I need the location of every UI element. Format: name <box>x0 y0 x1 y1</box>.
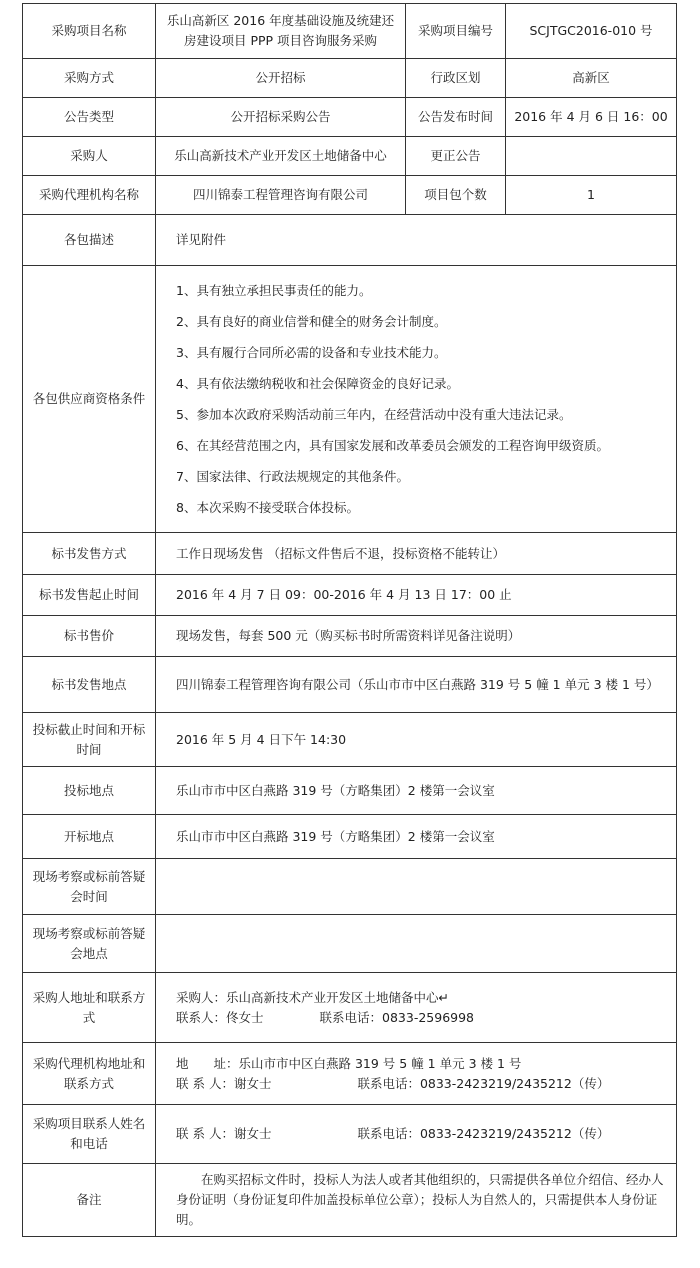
row-description <box>23 215 677 266</box>
row-notice-type <box>23 98 677 137</box>
sale-place-label: 标书发售地点 <box>23 657 156 713</box>
region-value: 高新区 <box>506 59 677 98</box>
qualification-item: 4、具有依法缴纳税收和社会保障资金的良好记录。 <box>176 376 459 391</box>
row-agency-contact <box>23 1043 677 1105</box>
row-survey-time <box>23 859 677 915</box>
qualification-item: 6、在其经营范围之内，具有国家发展和改革委员会颁发的工程咨询甲级资质。 <box>176 438 609 453</box>
purchaser-contact-person: 联系人：佟女士 <box>176 1009 264 1025</box>
agency-value: 四川锦泰工程管理咨询有限公司 <box>156 176 406 215</box>
purchaser-value: 乐山高新技术产业开发区土地储备中心 <box>156 137 406 176</box>
correction-label: 更正公告 <box>406 137 506 176</box>
purchaser-label: 采购人 <box>23 137 156 176</box>
qualification-item: 5、参加本次政府采购活动前三年内，在经营活动中没有重大违法记录。 <box>176 407 572 422</box>
row-sale-place <box>23 657 677 713</box>
row-project-name <box>23 4 677 59</box>
project-no-label: 采购项目编号 <box>406 4 506 59</box>
purchaser-contact-line1: 采购人：乐山高新技术产业开发区土地储备中心↵ <box>176 989 449 1005</box>
qualification-item: 3、具有履行合同所必需的设备和专业技术能力。 <box>176 345 447 360</box>
project-person: 联 系 人：谢女士 <box>176 1126 272 1141</box>
correction-value <box>506 137 677 176</box>
row-agency <box>23 176 677 215</box>
qual-label: 各包供应商资格条件 <box>23 266 156 533</box>
qualification-item: 2、具有良好的商业信誉和健全的财务会计制度。 <box>176 314 447 329</box>
desc-label: 各包描述 <box>23 215 156 266</box>
row-deadline <box>23 713 677 767</box>
remark-label: 备注 <box>23 1164 156 1237</box>
row-purchaser-contact <box>23 973 677 1043</box>
row-survey-place <box>23 915 677 973</box>
packages-value: 1 <box>506 176 677 215</box>
sale-method-label: 标书发售方式 <box>23 533 156 575</box>
price-label: 标书售价 <box>23 616 156 657</box>
price-value: 现场发售，每套 500 元（购买标书时所需资料详见备注说明） <box>156 616 677 657</box>
purchaser-contact-line2 <box>176 1008 670 1028</box>
agency-phone: 联系电话：0833-2423219/2435212（传） <box>357 1075 610 1091</box>
survey-time-label: 现场考察或标前答疑会时间 <box>23 859 156 915</box>
region-label: 行政区划 <box>406 59 506 98</box>
sale-period-value: 2016 年 4 月 7 日 09：00-2016 年 4 月 13 日 17：00 止 <box>156 575 677 616</box>
agency-contact-label: 采购代理机构地址和联系方式 <box>23 1043 156 1105</box>
row-project-contact <box>23 1105 677 1164</box>
purchaser-contact-label: 采购人地址和联系方式 <box>23 973 156 1043</box>
qualifications-list <box>156 266 677 533</box>
sale-place-value: 四川锦泰工程管理咨询有限公司（乐山市市中区白燕路 319 号 5 幢 1 单元 3 楼 1 号） <box>156 657 677 713</box>
project-name-value: 乐山高新区 2016 年度基础设施及统建还房建设项目 PPP 项目咨询服务采购 <box>156 4 406 59</box>
remark-value: 在购买招标文件时，投标人为法人或者其他组织的，只需提供各单位介绍信、经办人身份证明（身份证复印件加盖投标单位公章）；投标人为自然人的，只需提供本人身份证明。 <box>156 1164 677 1237</box>
deadline-label: 投标截止时间和开标时间 <box>23 713 156 767</box>
notice-type-value: 公开招标采购公告 <box>156 98 406 137</box>
row-bid-place <box>23 767 677 815</box>
open-place-label: 开标地点 <box>23 815 156 859</box>
qualification-item: 1、具有独立承担民事责任的能力。 <box>176 283 372 298</box>
row-open-place <box>23 815 677 859</box>
row-remark <box>23 1164 677 1237</box>
bid-place-label: 投标地点 <box>23 767 156 815</box>
project-name-label: 采购项目名称 <box>23 4 156 59</box>
desc-value: 详见附件 <box>156 215 677 266</box>
project-contact-value <box>156 1105 677 1164</box>
method-value: 公开招标 <box>156 59 406 98</box>
project-contact-label: 采购项目联系人姓名和电话 <box>23 1105 156 1164</box>
row-qualifications <box>23 266 677 533</box>
qualification-item: 7、国家法律、行政法规规定的其他条件。 <box>176 469 409 484</box>
qualification-item: 8、本次采购不接受联合体投标。 <box>176 500 359 515</box>
survey-place-label: 现场考察或标前答疑会地点 <box>23 915 156 973</box>
agency-person: 联 系 人：谢女士 <box>176 1075 272 1091</box>
agency-address: 地 址：乐山市市中区白燕路 319 号 5 幢 1 单元 3 楼 1 号 <box>176 1055 522 1071</box>
sale-method-value: 工作日现场发售 （招标文件售后不退，投标资格不能转让） <box>156 533 677 575</box>
row-price <box>23 616 677 657</box>
procurement-notice-table <box>22 3 677 1237</box>
deadline-value: 2016 年 5 月 4 日下午 14:30 <box>156 713 677 767</box>
publish-time-label: 公告发布时间 <box>406 98 506 137</box>
survey-time-value <box>156 859 677 915</box>
sale-period-label: 标书发售起止时间 <box>23 575 156 616</box>
notice-type-label: 公告类型 <box>23 98 156 137</box>
packages-label: 项目包个数 <box>406 176 506 215</box>
method-label: 采购方式 <box>23 59 156 98</box>
survey-place-value <box>156 915 677 973</box>
row-purchaser <box>23 137 677 176</box>
purchaser-contact-phone: 联系电话：0833-2596998 <box>319 1009 475 1025</box>
publish-time-value: 2016 年 4 月 6 日 16：00 <box>506 98 677 137</box>
agency-contact-value <box>156 1043 677 1105</box>
purchaser-contact-value <box>156 973 677 1043</box>
project-no-value: SCJTGC2016-010 号 <box>506 4 677 59</box>
agency-label: 采购代理机构名称 <box>23 176 156 215</box>
row-sale-method <box>23 533 677 575</box>
row-method <box>23 59 677 98</box>
project-phone: 联系电话：0833-2423219/2435212（传） <box>357 1126 610 1141</box>
open-place-value: 乐山市市中区白燕路 319 号（方略集团）2 楼第一会议室 <box>156 815 677 859</box>
agency-contact-line2 <box>176 1074 670 1094</box>
row-sale-period <box>23 575 677 616</box>
bid-place-value: 乐山市市中区白燕路 319 号（方略集团）2 楼第一会议室 <box>156 767 677 815</box>
